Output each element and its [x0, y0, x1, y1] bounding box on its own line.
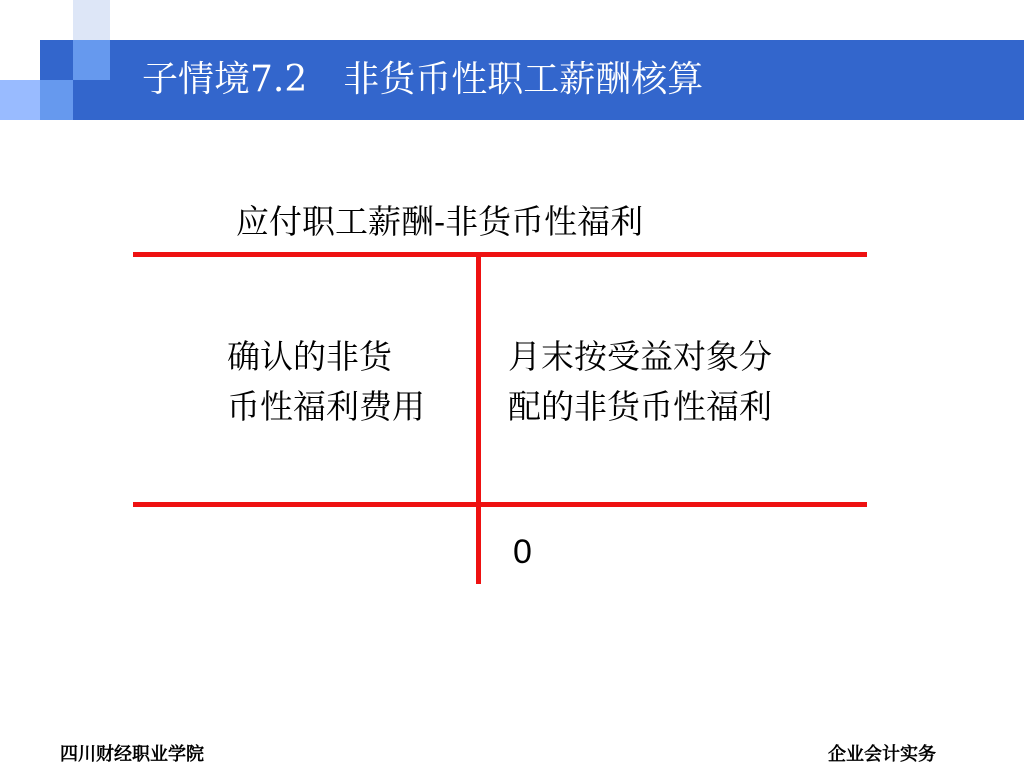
credit-line-2: 配的非货币性福利 [508, 387, 772, 426]
debit-entry [227, 332, 425, 432]
account-name: 应付职工薪酬-非货币性福利 [236, 202, 644, 241]
credit-balance: 0 [513, 533, 532, 571]
deco-square-1 [73, 0, 110, 40]
debit-line-2: 币性福利费用 [227, 387, 425, 426]
slide-title: 子情境7.2 非货币性职工薪酬核算 [142, 59, 704, 100]
deco-square-4 [73, 40, 110, 80]
credit-entry [508, 332, 772, 432]
t-account-vertical-line [476, 254, 481, 584]
deco-square-5 [40, 80, 73, 120]
credit-line-1: 月末按受益对象分 [508, 337, 772, 376]
t-account-top-line [133, 252, 867, 257]
debit-line-1: 确认的非货 [227, 337, 392, 376]
footer-school: 四川财经职业学院 [60, 744, 204, 765]
t-account-bottom-line [133, 502, 867, 507]
deco-square-3 [0, 80, 40, 120]
footer-course: 企业会计实务 [828, 744, 936, 765]
